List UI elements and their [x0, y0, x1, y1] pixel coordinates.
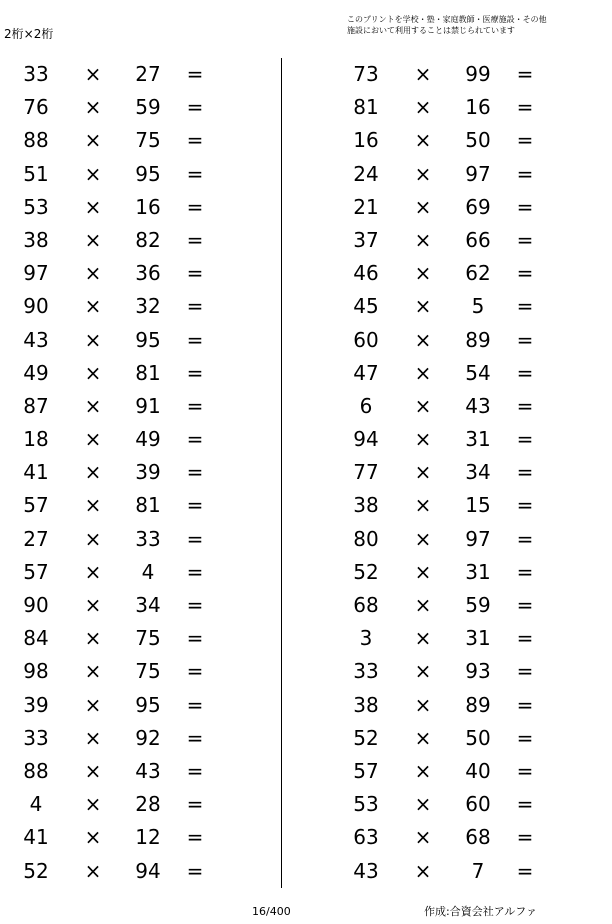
- equals-sign: =: [516, 194, 534, 219]
- multiplicand: 77: [353, 460, 379, 485]
- multiplier: 34: [135, 593, 161, 617]
- multiplicand: 63: [353, 825, 379, 850]
- times-sign: ×: [414, 128, 432, 153]
- usage-notice-line: 施設において利用することは禁じられています: [347, 26, 515, 35]
- times-sign: ×: [414, 327, 432, 352]
- multiplier: 32: [135, 294, 161, 319]
- problem-row: [0, 124, 220, 157]
- problem-row: [0, 821, 220, 854]
- multiplier: 28: [135, 792, 161, 817]
- times-sign: ×: [414, 95, 432, 120]
- equals-sign: =: [516, 227, 534, 252]
- multiplier: 50: [465, 128, 491, 153]
- equals-sign: =: [186, 227, 204, 252]
- multiplicand: 84: [23, 626, 49, 651]
- problem-row: [330, 456, 550, 489]
- equals-sign: =: [516, 758, 534, 783]
- multiplicand: 45: [353, 294, 379, 319]
- problem-row: [0, 489, 220, 522]
- multiplicand: 27: [23, 526, 49, 551]
- times-sign: ×: [414, 792, 432, 817]
- multiplier: 54: [465, 360, 491, 385]
- multiplicand: 51: [23, 161, 49, 186]
- multiplier: 31: [465, 427, 491, 452]
- times-sign: ×: [414, 758, 432, 783]
- equals-sign: =: [516, 792, 534, 817]
- times-sign: ×: [414, 393, 432, 418]
- multiplier: 99: [465, 62, 491, 86]
- multiplicand: 60: [353, 327, 379, 352]
- multiplicand: 57: [23, 493, 49, 518]
- multiplicand: 53: [23, 194, 49, 219]
- multiplier: 62: [465, 261, 491, 286]
- multiplier: 12: [135, 825, 161, 850]
- equals-sign: =: [516, 493, 534, 518]
- equals-sign: =: [186, 261, 204, 286]
- multiplicand: 47: [353, 360, 379, 385]
- multiplicand: 53: [353, 792, 379, 817]
- problem-row: [330, 290, 550, 323]
- multiplicand: 41: [23, 460, 49, 485]
- equals-sign: =: [186, 559, 204, 584]
- problem-row: [330, 489, 550, 522]
- multiplier: 89: [465, 692, 491, 717]
- times-sign: ×: [414, 825, 432, 850]
- equals-sign: =: [186, 493, 204, 518]
- multiplicand: 76: [23, 95, 49, 120]
- multiplicand: 21: [353, 194, 379, 219]
- times-sign: ×: [84, 692, 102, 717]
- equals-sign: =: [186, 95, 204, 120]
- problem-row: [330, 689, 550, 722]
- multiplier: 7: [471, 858, 485, 883]
- equals-sign: =: [516, 360, 534, 385]
- multiplicand: 43: [353, 858, 379, 883]
- equals-sign: =: [516, 526, 534, 551]
- multiplicand: 6: [359, 393, 373, 418]
- problem-row: [330, 58, 550, 91]
- times-sign: ×: [84, 128, 102, 153]
- problem-row: [330, 324, 550, 357]
- problem-row: [330, 655, 550, 688]
- times-sign: ×: [84, 460, 102, 485]
- times-sign: ×: [84, 825, 102, 850]
- multiplier: 68: [465, 825, 491, 850]
- multiplier: 97: [465, 161, 491, 186]
- left-problem-column: [0, 58, 220, 888]
- problem-row: [0, 158, 220, 191]
- times-sign: ×: [84, 95, 102, 120]
- times-sign: ×: [84, 659, 102, 684]
- times-sign: ×: [414, 62, 432, 86]
- multiplier: 82: [135, 227, 161, 252]
- equals-sign: =: [516, 559, 534, 584]
- problem-row: [0, 722, 220, 755]
- equals-sign: =: [186, 427, 204, 452]
- multiplier: 34: [465, 460, 491, 485]
- multiplicand: 94: [353, 427, 379, 452]
- equals-sign: =: [516, 659, 534, 684]
- times-sign: ×: [414, 725, 432, 750]
- multiplicand: 33: [23, 725, 49, 750]
- multiplier: 40: [465, 758, 491, 783]
- multiplicand: 68: [353, 593, 379, 617]
- equals-sign: =: [186, 692, 204, 717]
- problem-row: [0, 655, 220, 688]
- equals-sign: =: [186, 128, 204, 153]
- problem-row: [0, 622, 220, 655]
- multiplicand: 73: [353, 62, 379, 86]
- times-sign: ×: [414, 360, 432, 385]
- problem-row: [0, 556, 220, 589]
- multiplier: 89: [465, 327, 491, 352]
- equals-sign: =: [186, 725, 204, 750]
- times-sign: ×: [84, 559, 102, 584]
- multiplicand: 37: [353, 227, 379, 252]
- problem-row: [330, 622, 550, 655]
- times-sign: ×: [84, 294, 102, 319]
- usage-notice-line: このプリントを学校・塾・家庭教師・医療施設・その他: [347, 15, 547, 24]
- equals-sign: =: [516, 692, 534, 717]
- equals-sign: =: [186, 460, 204, 485]
- times-sign: ×: [414, 161, 432, 186]
- multiplicand: 18: [23, 427, 49, 452]
- multiplier: 97: [465, 526, 491, 551]
- multiplier: 81: [135, 493, 161, 518]
- times-sign: ×: [84, 227, 102, 252]
- times-sign: ×: [414, 493, 432, 518]
- times-sign: ×: [84, 261, 102, 286]
- multiplier: 16: [135, 194, 161, 219]
- equals-sign: =: [516, 161, 534, 186]
- multiplier: 4: [141, 559, 155, 584]
- times-sign: ×: [414, 427, 432, 452]
- right-problem-column: [330, 58, 550, 888]
- equals-sign: =: [186, 62, 204, 86]
- multiplier: 60: [465, 792, 491, 817]
- multiplicand: 90: [23, 593, 49, 617]
- equals-sign: =: [186, 792, 204, 817]
- multiplier: 43: [465, 393, 491, 418]
- equals-sign: =: [516, 825, 534, 850]
- worksheet-title: 2桁×2桁: [4, 27, 54, 41]
- multiplicand: 81: [353, 95, 379, 120]
- equals-sign: =: [516, 327, 534, 352]
- problem-row: [0, 423, 220, 456]
- equals-sign: =: [516, 626, 534, 651]
- multiplier: 75: [135, 128, 161, 153]
- problem-row: [0, 324, 220, 357]
- multiplicand: 38: [353, 493, 379, 518]
- times-sign: ×: [414, 261, 432, 286]
- multiplier: 66: [465, 227, 491, 252]
- multiplicand: 88: [23, 128, 49, 153]
- equals-sign: =: [186, 626, 204, 651]
- equals-sign: =: [186, 194, 204, 219]
- multiplier: 95: [135, 692, 161, 717]
- problem-row: [330, 788, 550, 821]
- equals-sign: =: [186, 593, 204, 617]
- equals-sign: =: [516, 460, 534, 485]
- multiplicand: 57: [23, 559, 49, 584]
- multiplier: 15: [465, 493, 491, 518]
- problem-row: [330, 755, 550, 788]
- problem-row: [0, 290, 220, 323]
- multiplicand: 24: [353, 161, 379, 186]
- problem-row: [0, 224, 220, 257]
- equals-sign: =: [516, 62, 534, 86]
- problem-row: [330, 357, 550, 390]
- multiplicand: 39: [23, 692, 49, 717]
- multiplicand: 52: [353, 725, 379, 750]
- problem-row: [0, 523, 220, 556]
- multiplier: 16: [465, 95, 491, 120]
- multiplicand: 49: [23, 360, 49, 385]
- problem-row: [0, 357, 220, 390]
- multiplier: 69: [465, 194, 491, 219]
- column-divider: [281, 58, 282, 888]
- multiplier: 31: [465, 559, 491, 584]
- multiplicand: 97: [23, 261, 49, 286]
- equals-sign: =: [186, 294, 204, 319]
- multiplicand: 88: [23, 758, 49, 783]
- multiplicand: 87: [23, 393, 49, 418]
- equals-sign: =: [186, 526, 204, 551]
- times-sign: ×: [414, 294, 432, 319]
- times-sign: ×: [414, 858, 432, 883]
- multiplier: 59: [135, 95, 161, 120]
- multiplier: 93: [465, 659, 491, 684]
- times-sign: ×: [414, 593, 432, 617]
- multiplicand: 16: [353, 128, 379, 153]
- problem-row: [330, 191, 550, 224]
- multiplicand: 57: [353, 758, 379, 783]
- author-credit: 作成:合資会社アルファ: [424, 905, 538, 918]
- times-sign: ×: [84, 758, 102, 783]
- multiplier: 91: [135, 393, 161, 418]
- times-sign: ×: [84, 161, 102, 186]
- times-sign: ×: [84, 427, 102, 452]
- equals-sign: =: [516, 858, 534, 883]
- equals-sign: =: [186, 360, 204, 385]
- multiplier: 33: [135, 526, 161, 551]
- multiplicand: 52: [353, 559, 379, 584]
- times-sign: ×: [414, 227, 432, 252]
- usage-notice: [347, 14, 547, 36]
- multiplicand: 38: [23, 227, 49, 252]
- multiplier: 94: [135, 858, 161, 883]
- multiplier: 95: [135, 161, 161, 186]
- multiplicand: 33: [23, 62, 49, 86]
- times-sign: ×: [414, 626, 432, 651]
- multiplicand: 33: [353, 659, 379, 684]
- problem-row: [330, 124, 550, 157]
- times-sign: ×: [84, 393, 102, 418]
- multiplicand: 38: [353, 692, 379, 717]
- multiplier: 49: [135, 427, 161, 452]
- times-sign: ×: [414, 692, 432, 717]
- problem-row: [330, 556, 550, 589]
- multiplier: 50: [465, 725, 491, 750]
- problem-row: [330, 91, 550, 124]
- times-sign: ×: [414, 659, 432, 684]
- times-sign: ×: [84, 792, 102, 817]
- equals-sign: =: [516, 725, 534, 750]
- multiplicand: 4: [29, 792, 43, 817]
- problem-row: [0, 58, 220, 91]
- problem-row: [0, 755, 220, 788]
- multiplier: 39: [135, 460, 161, 485]
- equals-sign: =: [516, 294, 534, 319]
- problem-row: [0, 689, 220, 722]
- equals-sign: =: [516, 95, 534, 120]
- problem-row: [330, 855, 550, 888]
- times-sign: ×: [414, 526, 432, 551]
- problem-row: [0, 855, 220, 888]
- problem-row: [0, 257, 220, 290]
- times-sign: ×: [84, 526, 102, 551]
- times-sign: ×: [84, 593, 102, 617]
- problem-row: [0, 191, 220, 224]
- multiplicand: 41: [23, 825, 49, 850]
- times-sign: ×: [84, 327, 102, 352]
- multiplier: 5: [471, 294, 485, 319]
- multiplier: 81: [135, 360, 161, 385]
- problem-row: [330, 224, 550, 257]
- multiplicand: 90: [23, 294, 49, 319]
- multiplier: 31: [465, 626, 491, 651]
- equals-sign: =: [516, 261, 534, 286]
- multiplier: 27: [135, 62, 161, 86]
- problem-row: [330, 523, 550, 556]
- times-sign: ×: [414, 460, 432, 485]
- multiplicand: 46: [353, 261, 379, 286]
- equals-sign: =: [516, 128, 534, 153]
- problem-row: [0, 456, 220, 489]
- equals-sign: =: [186, 659, 204, 684]
- equals-sign: =: [186, 825, 204, 850]
- times-sign: ×: [414, 194, 432, 219]
- problem-row: [330, 821, 550, 854]
- multiplier: 75: [135, 659, 161, 684]
- multiplicand: 80: [353, 526, 379, 551]
- equals-sign: =: [186, 327, 204, 352]
- times-sign: ×: [84, 626, 102, 651]
- page-number: 16/400: [252, 905, 291, 918]
- equals-sign: =: [186, 393, 204, 418]
- equals-sign: =: [186, 758, 204, 783]
- equals-sign: =: [186, 858, 204, 883]
- multiplicand: 52: [23, 858, 49, 883]
- problem-row: [330, 722, 550, 755]
- equals-sign: =: [516, 393, 534, 418]
- multiplicand: 43: [23, 327, 49, 352]
- times-sign: ×: [84, 194, 102, 219]
- problem-row: [0, 589, 220, 622]
- problem-row: [330, 158, 550, 191]
- times-sign: ×: [414, 559, 432, 584]
- times-sign: ×: [84, 493, 102, 518]
- multiplicand: 3: [359, 626, 373, 651]
- multiplicand: 98: [23, 659, 49, 684]
- equals-sign: =: [516, 427, 534, 452]
- problem-row: [0, 788, 220, 821]
- times-sign: ×: [84, 360, 102, 385]
- problem-row: [330, 390, 550, 423]
- multiplier: 75: [135, 626, 161, 651]
- problem-row: [0, 91, 220, 124]
- problem-row: [330, 423, 550, 456]
- multiplier: 92: [135, 725, 161, 750]
- multiplier: 43: [135, 758, 161, 783]
- problem-row: [330, 589, 550, 622]
- times-sign: ×: [84, 725, 102, 750]
- multiplier: 95: [135, 327, 161, 352]
- problem-row: [0, 390, 220, 423]
- multiplier: 36: [135, 261, 161, 286]
- equals-sign: =: [516, 593, 534, 617]
- problem-row: [330, 257, 550, 290]
- times-sign: ×: [84, 858, 102, 883]
- multiplier: 59: [465, 593, 491, 617]
- times-sign: ×: [84, 62, 102, 86]
- equals-sign: =: [186, 161, 204, 186]
